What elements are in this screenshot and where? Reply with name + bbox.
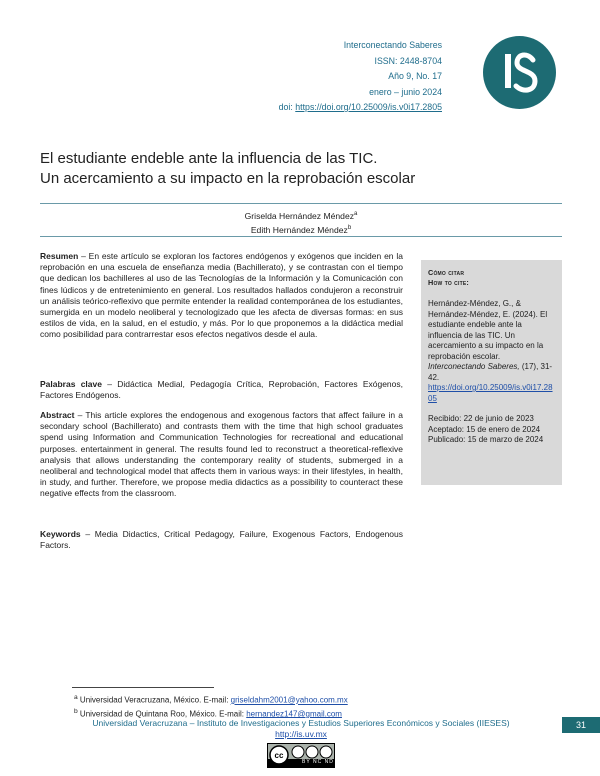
keywords-text: – Media Didactics, Critical Pedagogy, Failure, Exogenous Factors, Endogenous Factors. (40, 529, 403, 551)
cc-license-label: BY NC ND (302, 759, 334, 765)
footnotes (74, 692, 348, 719)
author-1-sup: a (354, 211, 358, 217)
footer-institution: Universidad Veracruzana – Instituto de Investigaciones y Estudios Superiores Económicos y Sociales (IIESES) (92, 718, 510, 728)
author-1: Griselda Hernández Méndez$^a$ (244, 210, 358, 221)
citation-heading-es: Cómo citar (428, 268, 465, 277)
author-2: Edith Hernández Méndez$^b$ (250, 224, 352, 235)
page-footer (70, 718, 532, 740)
svg-text:cc: cc (274, 751, 284, 760)
footnote-divider (72, 687, 214, 688)
journal-issue: Año 9, No. 17 (388, 71, 442, 81)
resumen-paragraph (40, 251, 403, 341)
palabras-clave-paragraph (40, 379, 403, 401)
doi-label: doi: (278, 102, 296, 112)
footnote-a: $^a$ Universidad Veracruzana, México. E-mail: griseldahm2001@yahoo.com.mx (74, 694, 348, 705)
abstract-label: Abstract (40, 410, 75, 420)
title-line-1: El estudiante endeble ante la influencia de las TIC. (40, 150, 378, 167)
cc-license-badge[interactable] (267, 743, 335, 768)
palabras-clave-label: Palabras clave (40, 379, 102, 389)
page-number: 31 (562, 717, 600, 733)
title-line-2: Un acercamiento a su impacto en la reprobación escolar (40, 170, 416, 187)
footnote-b: $^b$ Universidad de Quintana Roo, México. E-mail: hernandez147@gmail.com (74, 707, 342, 719)
citation-heading-en: How to cite: (428, 277, 470, 287)
doi-link[interactable]: https://doi.org/10.25009/is.v0i17.2805 (295, 102, 442, 112)
journal-issn: ISSN: 2448-8704 (374, 55, 442, 66)
footer-url-link[interactable]: http://is.uv.mx (275, 729, 327, 739)
doi-line (279, 100, 442, 116)
abstract-text: – This article explores the endogenous and exogenous factors that affect failure in a secondary school (Bachillerato) and contrasts them with the time that high school graduates spend using Information and Communication Technologies for recreational and educational purposes. entertainment in general. The results found led to reconstruct a theoretical-reflexive analysis that allows understanding the contemporary reality of students, submerged in a neoliberal and technological model that affects them in various ways: in their lifestyles, in health, in study, and further. Therefore, we propose media didactics as a possibility to counteract these negative effects from the classroom. (40, 410, 403, 499)
divider-top (40, 203, 562, 204)
abstract-paragraph (40, 410, 403, 500)
resumen-text: – En este artículo se exploran los factores endógenos y exógenos que inciden en la reprobación en una escuela de enseñanza media (Bachillerato), y se contrastan con el tiempo que dedican los bachilleres al uso de las Tecnologías de la Información y la Comunicación con fines lúdicos y de entretenimiento en general. Los resultados hallados condujeron a reconstruir un análisis teórico-reflexivo que permite entender la realidad contemporánea de los estudiantes, sumergida en un modelo neoliberal y tecnologizado que les afecta de diversas formas: en sus estilos de vida, en la salud, en el estudio, y más. Por lo que proponemos a la didáctica medial como posibilidad para contrarrestar esos efectos negativos desde el aula. (40, 251, 403, 340)
resumen-label: Resumen (40, 251, 79, 261)
date-accepted: Aceptado: 15 de enero de 2024 (428, 424, 541, 434)
authors (40, 208, 562, 236)
divider-bottom (40, 236, 562, 237)
citation-text: Hernández-Méndez, G., & Hernández-Méndez, E. (2024). El estudiante endeble ante la influencia de las TIC. Un acercamiento a su impacto en la reprobación escolar. Interconectando Saberes, (17), 31-42. https://doi.org/10.25009/is.v0i17.2805 (428, 299, 553, 403)
citation-doi-link[interactable]: https://doi.org/10.25009/is.v0i17.2805 (428, 383, 553, 403)
palabras-clave-text: – Didáctica Medial, Pedagogía Crítica, Reprobación, Factores Exógenos, Factores Endógenos. (40, 379, 403, 401)
journal-period: enero – junio 2024 (369, 86, 442, 97)
logo-icon (483, 36, 556, 109)
keywords-paragraph (40, 529, 403, 551)
date-published: Publicado: 15 de marzo de 2024 (428, 435, 544, 444)
article-title (40, 149, 560, 189)
citation-journal: Interconectando Saberes, (428, 362, 520, 371)
journal-logo (483, 36, 556, 109)
journal-name: Interconectando Saberes (343, 40, 442, 50)
citation-volume: (17), 31-42. (428, 362, 553, 382)
email-a-link[interactable]: griseldahm2001@yahoo.com.mx (230, 695, 348, 705)
author-2-sup: b (347, 224, 352, 231)
date-received: Recibido: 22 de junio de 2023 (428, 414, 534, 423)
email-b-link[interactable]: hernandez147@gmail.com (246, 709, 342, 719)
citation-box (421, 260, 562, 485)
journal-metadata (279, 38, 442, 116)
keywords-label: Keywords (40, 529, 81, 539)
